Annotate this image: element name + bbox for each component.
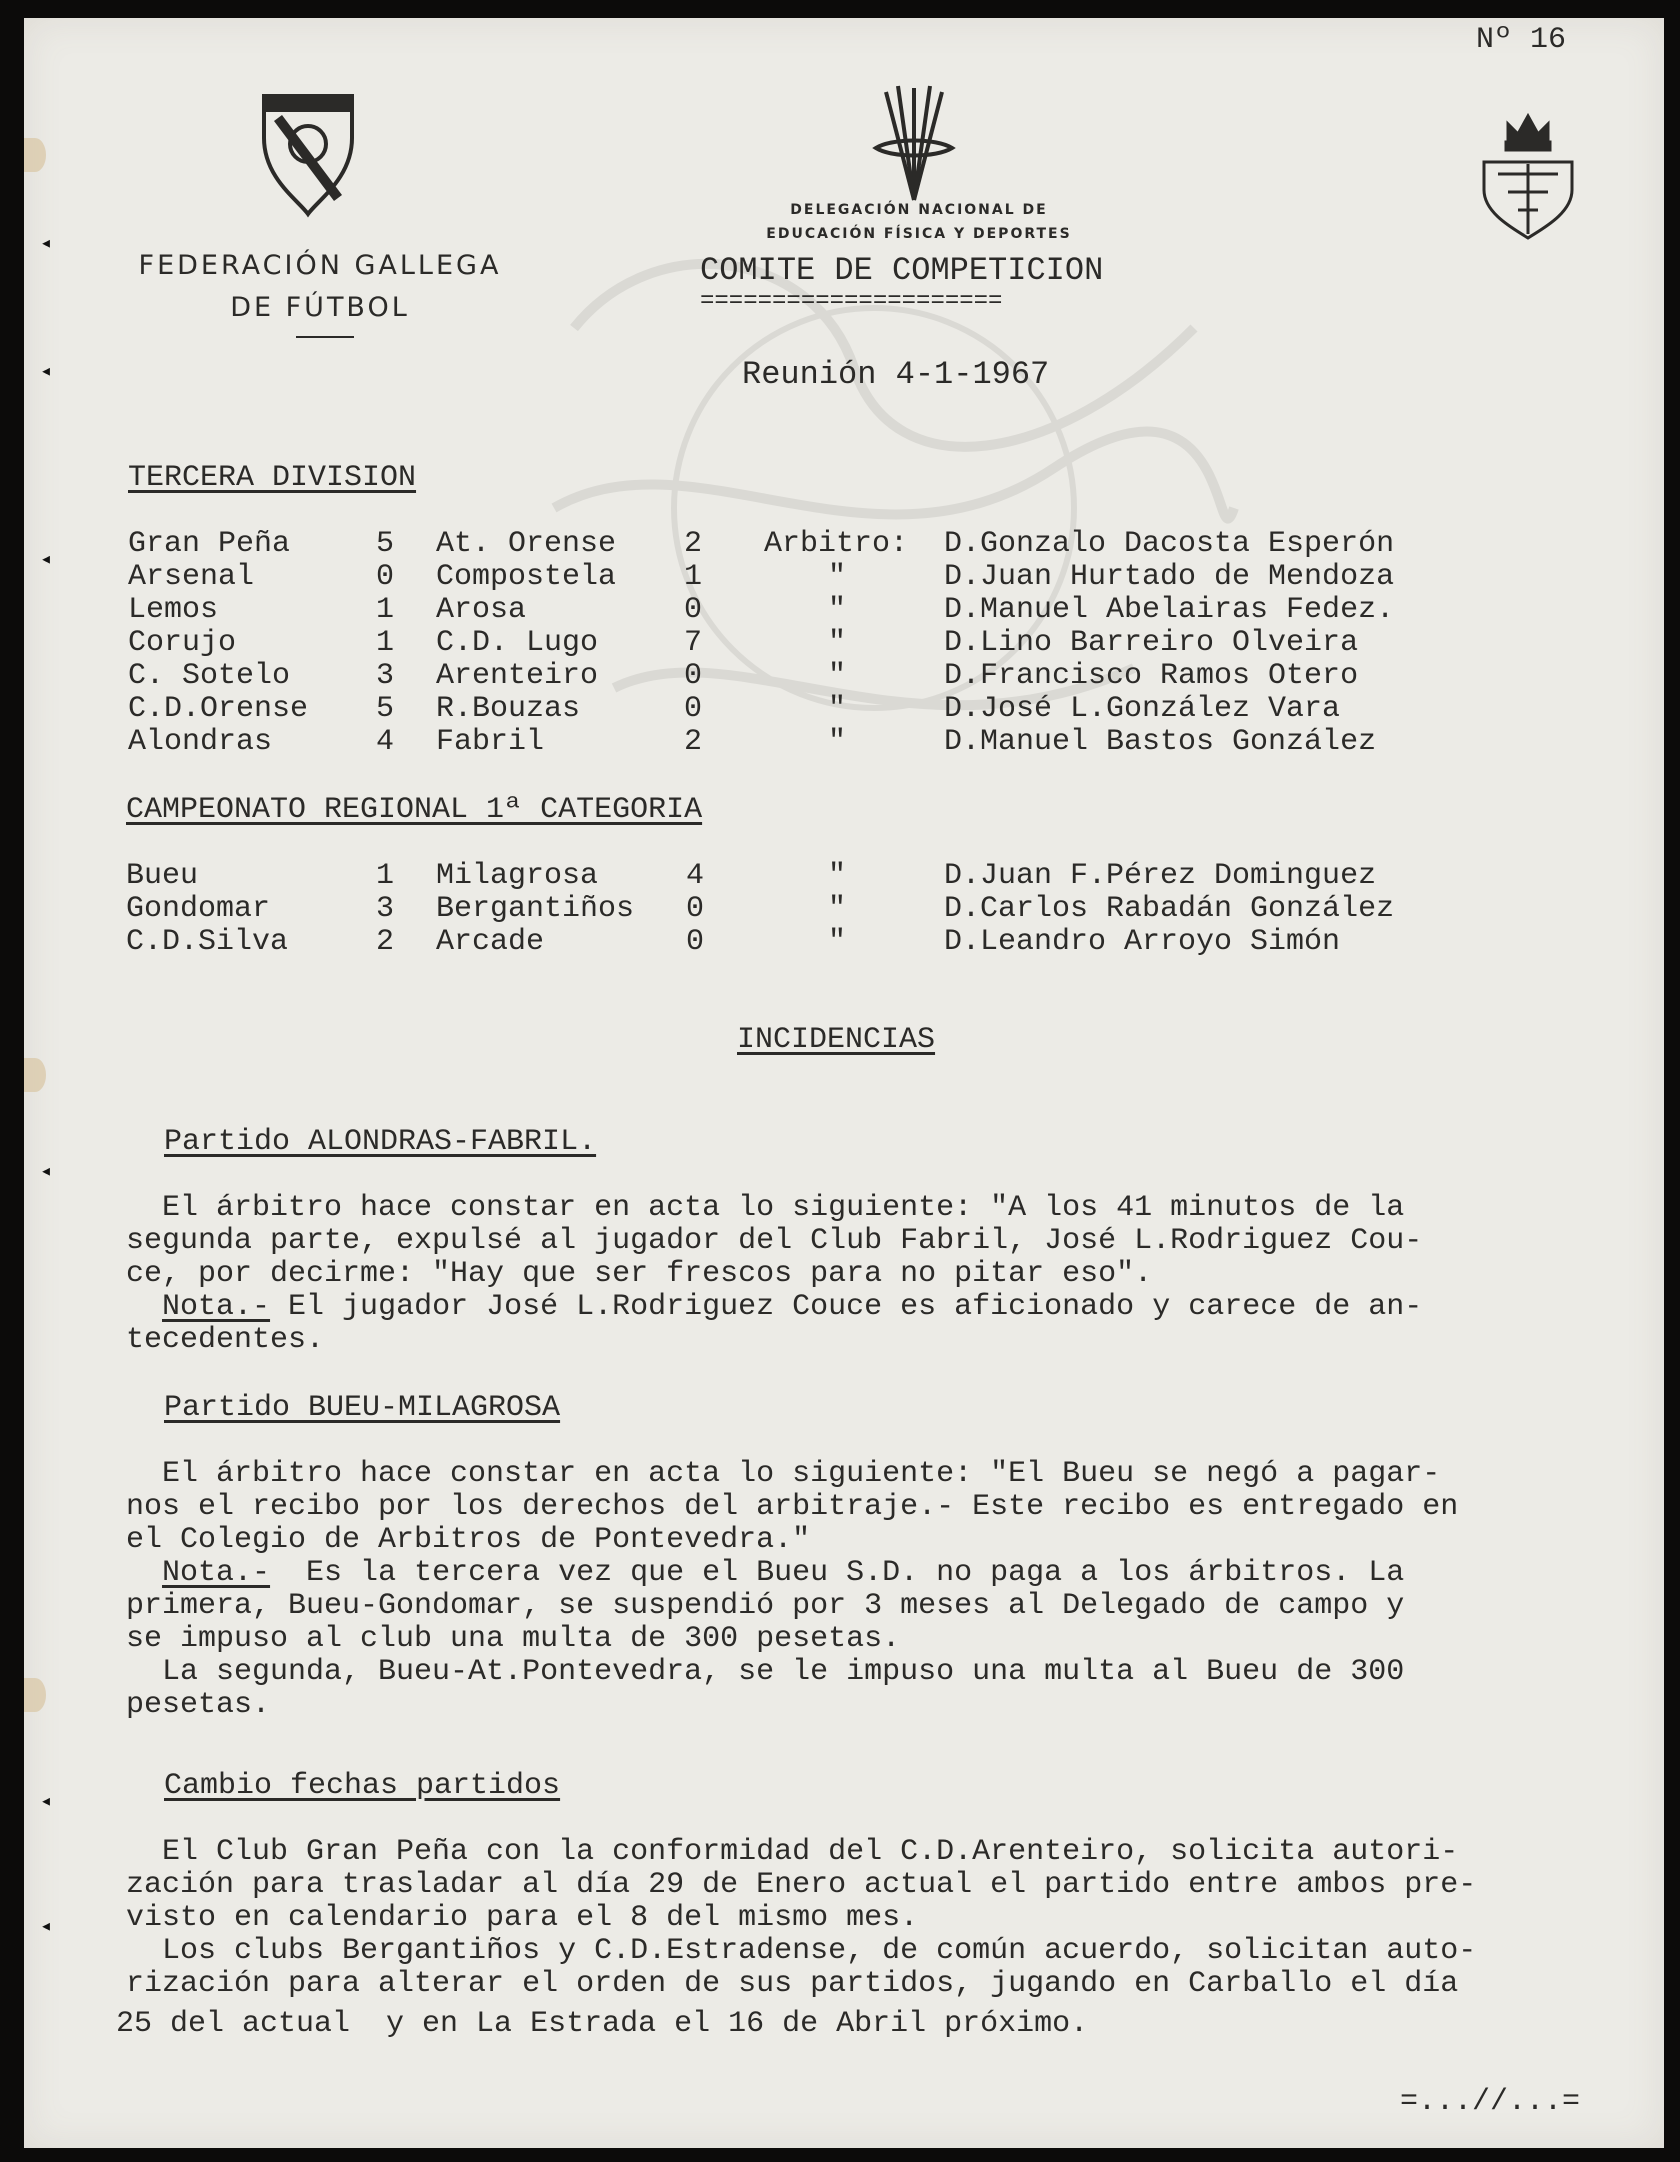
incident3-title: Cambio fechas partidos bbox=[164, 1769, 561, 1803]
away-score: 0 bbox=[684, 659, 703, 693]
home-score: 5 bbox=[376, 692, 395, 726]
incident3-last-line: 25 del actual y en La Estrada el 16 de Abril próximo. bbox=[116, 2007, 1089, 2041]
referee-label: " bbox=[828, 593, 847, 627]
home-team: Arsenal bbox=[128, 560, 255, 594]
results-table-regional bbox=[126, 860, 1394, 959]
away-team: Arcade bbox=[436, 925, 545, 959]
section-title-tercera: TERCERA DIVISION bbox=[128, 461, 417, 495]
delegation-line1: DELEGACIÓN NACIONAL DE bbox=[790, 202, 1048, 218]
incident1-nota bbox=[126, 1291, 1646, 1324]
home-score: 3 bbox=[376, 892, 395, 926]
away-team: C.D. Lugo bbox=[436, 626, 599, 660]
home-score: 1 bbox=[376, 626, 395, 660]
away-team: At. Orense bbox=[436, 527, 617, 561]
referee-name: D.Manuel Bastos González bbox=[944, 725, 1377, 759]
result-row bbox=[128, 726, 1394, 759]
referee-name: D.Manuel Abelairas Fedez. bbox=[944, 593, 1395, 627]
result-row bbox=[128, 660, 1394, 693]
away-score: 0 bbox=[686, 925, 705, 959]
incidencias-title: INCIDENCIAS bbox=[737, 1023, 936, 1057]
away-score: 1 bbox=[684, 560, 703, 594]
paper-stain bbox=[24, 1678, 46, 1712]
home-score: 3 bbox=[376, 659, 395, 693]
committee-title: COMITE DE COMPETICION bbox=[700, 252, 1104, 289]
away-team: R.Bouzas bbox=[436, 692, 581, 726]
federation-name-line1: FEDERACIÓN GALLEGA bbox=[138, 250, 502, 281]
incident1-nota-cont: tecedentes. bbox=[126, 1323, 325, 1357]
nota-text: El jugador José L.Rodriguez Couce es aficionado y carece de an- bbox=[270, 1290, 1423, 1324]
referee-name: D.Carlos Rabadán González bbox=[944, 892, 1395, 926]
home-team: Gran Peña bbox=[128, 527, 291, 561]
referee-label: " bbox=[828, 560, 847, 594]
home-team: Corujo bbox=[128, 626, 237, 660]
referee-label: " bbox=[828, 859, 847, 893]
result-row bbox=[128, 594, 1394, 627]
away-team: Fabril bbox=[436, 725, 545, 759]
referee-label: " bbox=[828, 692, 847, 726]
referee-name: D.Juan Hurtado de Mendoza bbox=[944, 560, 1395, 594]
referee-name: D.José L.González Vara bbox=[944, 692, 1341, 726]
result-row bbox=[126, 926, 1394, 959]
home-score: 0 bbox=[376, 560, 395, 594]
home-score: 2 bbox=[376, 925, 395, 959]
page-number: Nº 16 bbox=[1476, 23, 1567, 57]
nota-text: Es la tercera vez que el Bueu S.D. no paga a los árbitros. La bbox=[270, 1556, 1405, 1590]
referee-label: Arbitro: bbox=[764, 527, 909, 561]
referee-name: D.Gonzalo Dacosta Esperón bbox=[944, 527, 1395, 561]
committee-rule: ===================== bbox=[700, 288, 1003, 315]
away-team: Arosa bbox=[436, 593, 527, 627]
edge-mark: ◂ bbox=[40, 1791, 53, 1814]
away-score: 0 bbox=[684, 692, 703, 726]
home-score: 4 bbox=[376, 725, 395, 759]
away-team: Compostela bbox=[436, 560, 617, 594]
edge-mark: ◂ bbox=[40, 361, 53, 384]
delegation-line2: EDUCACIÓN FÍSICA Y DEPORTES bbox=[766, 226, 1072, 242]
edge-mark: ◂ bbox=[40, 1916, 53, 1939]
incident1-text: El árbitro hace constar en acta lo siguiente: "A los 41 minutos de la segunda parte, expulsé al jugador del Club Fabril, José L.Rodriguez Cou- ce, por decirme: "Hay que ser frescos para no pitar eso". bbox=[126, 1191, 1423, 1291]
results-table-tercera bbox=[128, 528, 1394, 759]
referee-label: " bbox=[828, 725, 847, 759]
home-team: C.D.Silva bbox=[126, 925, 289, 959]
home-team: Gondomar bbox=[126, 892, 271, 926]
away-score: 0 bbox=[686, 892, 705, 926]
document-page bbox=[24, 18, 1664, 2148]
away-team: Bergantiños bbox=[436, 892, 635, 926]
result-row bbox=[128, 627, 1394, 660]
yoke-arrows-emblem-icon bbox=[872, 82, 956, 202]
result-row bbox=[126, 860, 1394, 893]
result-row bbox=[126, 893, 1394, 926]
divider bbox=[296, 336, 354, 338]
incident2-text: El árbitro hace constar en acta lo siguiente: "El Bueu se negó a pagar- nos el recibo por los derechos del arbitraje.- Este recibo es entregado en el Colegio de Arbitros de Pontevedra." bbox=[126, 1457, 1459, 1557]
away-score: 0 bbox=[684, 593, 703, 627]
away-score: 2 bbox=[684, 725, 703, 759]
referee-label: " bbox=[828, 925, 847, 959]
edge-mark: ◂ bbox=[40, 1161, 53, 1184]
nota-label: Nota.- bbox=[162, 1290, 271, 1324]
incident2-title: Partido BUEU-MILAGROSA bbox=[164, 1391, 561, 1425]
federation-name-line2: DE FÚTBOL bbox=[230, 292, 410, 323]
result-row bbox=[128, 693, 1394, 726]
incident2-nota-cont: primera, Bueu-Gondomar, se suspendió por 3 meses al Delegado de campo y se impuso al club una multa de 300 pesetas. La segunda, Bueu-At.Pontevedra, se le impuso una multa al Bueu de 300 pesetas. bbox=[126, 1589, 1405, 1722]
home-team: Alondras bbox=[128, 725, 273, 759]
incident1-title: Partido ALONDRAS-FABRIL. bbox=[164, 1125, 597, 1159]
incident2-nota bbox=[126, 1557, 1646, 1590]
crowned-federation-emblem-icon bbox=[1478, 102, 1578, 242]
referee-label: " bbox=[828, 659, 847, 693]
referee-name: D.Lino Barreiro Olveira bbox=[944, 626, 1359, 660]
away-score: 7 bbox=[684, 626, 703, 660]
referee-name: D.Juan F.Pérez Dominguez bbox=[944, 859, 1377, 893]
meeting-date: Reunión 4-1-1967 bbox=[742, 356, 1050, 393]
section-title-regional: CAMPEONATO REGIONAL 1ª CATEGORIA bbox=[126, 793, 703, 827]
home-score: 1 bbox=[376, 859, 395, 893]
referee-label: " bbox=[828, 626, 847, 660]
home-score: 5 bbox=[376, 527, 395, 561]
home-score: 1 bbox=[376, 593, 395, 627]
result-row bbox=[128, 528, 1394, 561]
away-score: 2 bbox=[684, 527, 703, 561]
home-team: C. Sotelo bbox=[128, 659, 291, 693]
nota-label: Nota.- bbox=[162, 1556, 271, 1590]
federation-shield-icon bbox=[258, 88, 358, 218]
referee-label: " bbox=[828, 892, 847, 926]
home-team: Bueu bbox=[126, 859, 199, 893]
away-team: Milagrosa bbox=[436, 859, 599, 893]
paper-stain bbox=[24, 1058, 46, 1092]
result-row bbox=[128, 561, 1394, 594]
edge-mark: ◂ bbox=[40, 549, 53, 572]
edge-mark: ◂ bbox=[40, 233, 53, 256]
incident3-text: El Club Gran Peña con la conformidad del C.D.Arenteiro, solicita autori- zación para trasladar al día 29 de Enero actual el partido entre ambos pre- visto en calendario para el 8 del mismo mes. Los clubs Bergantiños y C.D.Estradense, de común acuerdo, solicitan auto- rización para alterar el orden de sus partidos, jugando en Carballo el día bbox=[126, 1835, 1477, 2001]
away-team: Arenteiro bbox=[436, 659, 599, 693]
continuation-mark: =...//...= bbox=[1400, 2085, 1581, 2119]
home-team: C.D.Orense bbox=[128, 692, 309, 726]
referee-name: D.Francisco Ramos Otero bbox=[944, 659, 1359, 693]
away-score: 4 bbox=[686, 859, 705, 893]
home-team: Lemos bbox=[128, 593, 219, 627]
paper-stain bbox=[24, 138, 46, 172]
referee-name: D.Leandro Arroyo Simón bbox=[944, 925, 1341, 959]
